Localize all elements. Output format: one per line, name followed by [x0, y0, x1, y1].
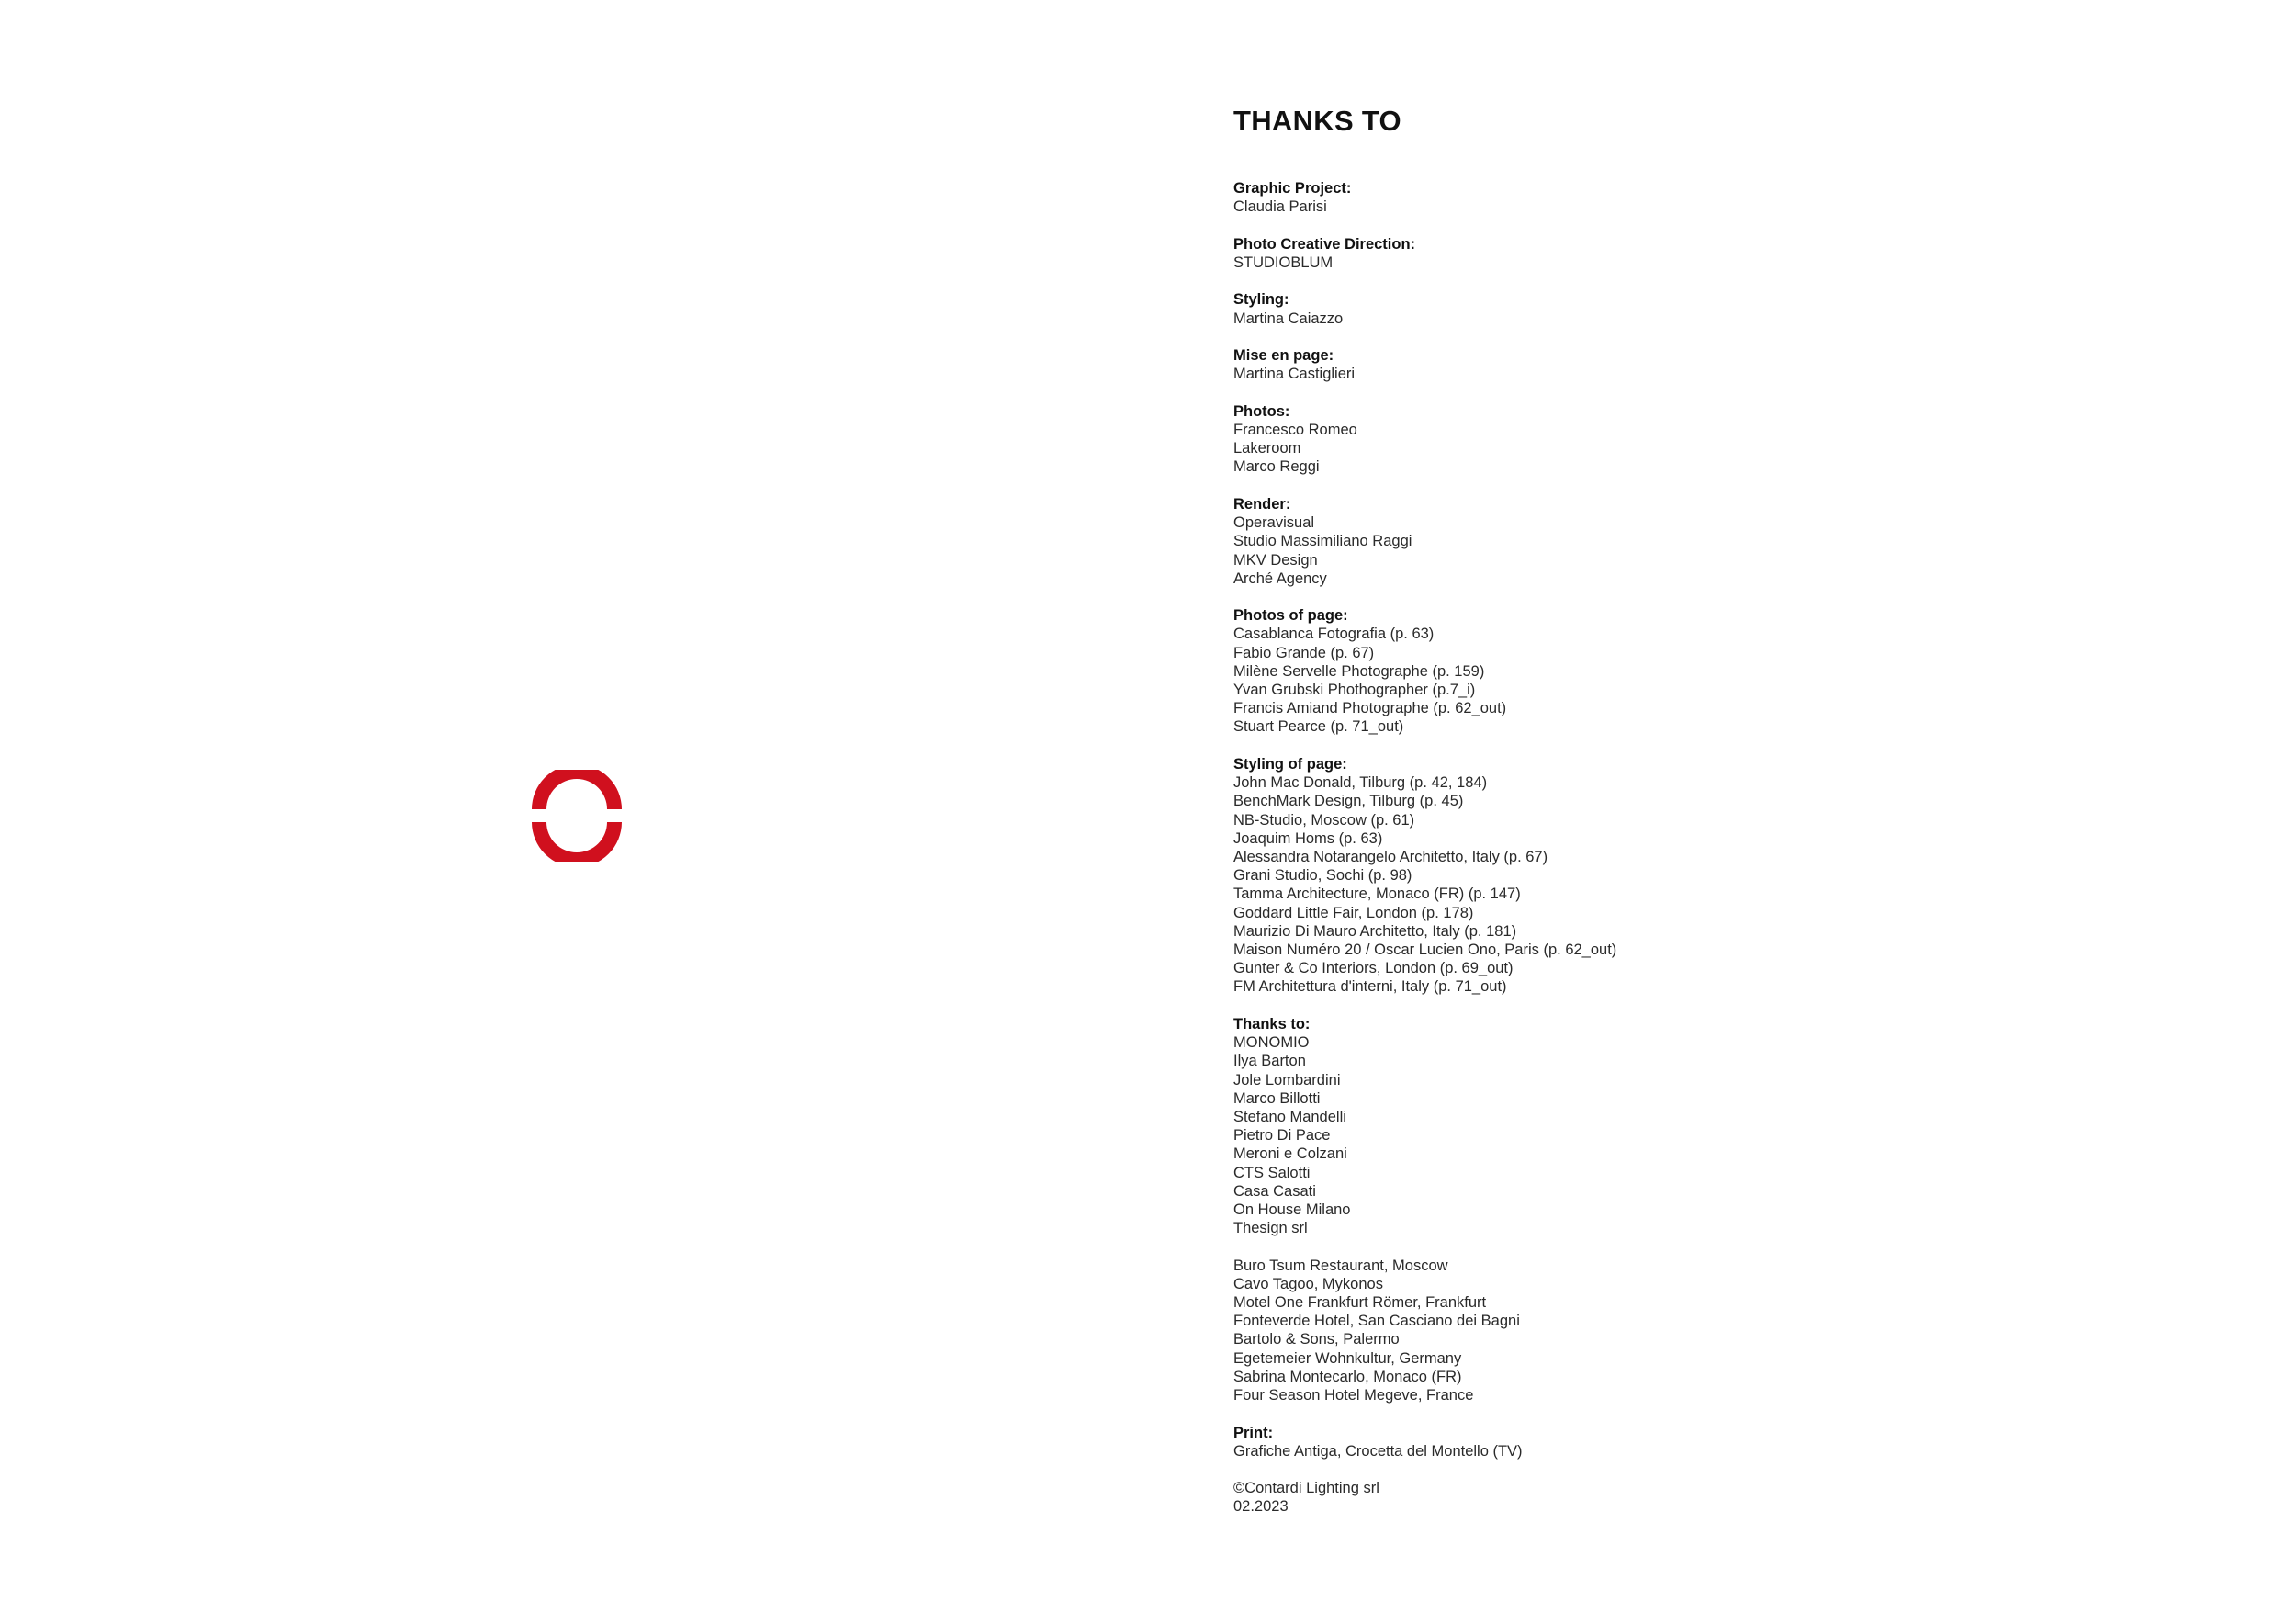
credit-line: Four Season Hotel Megeve, France [1233, 1387, 1474, 1404]
section-heading: Render: [1233, 495, 1291, 513]
credit-line: Martina Caiazzo [1233, 310, 1344, 327]
credit-section [1233, 402, 2152, 477]
credit-line: Fabio Grande (p. 67) [1233, 644, 1375, 661]
credit-line: ©Contardi Lighting srl [1233, 1480, 1379, 1497]
credit-line: FM Architettura d'interni, Italy (p. 71_out) [1233, 978, 1507, 996]
logo-top-arc [532, 770, 622, 809]
credit-line: Lakeroom [1233, 440, 1301, 457]
credit-line: Francis Amiand Photographe (p. 62_out) [1233, 700, 1507, 717]
credit-line: Tamma Architecture, Monaco (FR) (p. 147) [1233, 885, 1521, 903]
credit-line: Fonteverde Hotel, San Casciano dei Bagni [1233, 1313, 1520, 1330]
credit-line: Casa Casati [1233, 1182, 1316, 1200]
credit-line: Arché Agency [1233, 570, 1327, 587]
credit-line: Marco Billotti [1233, 1089, 1321, 1107]
section-heading: Photo Creative Direction: [1233, 235, 1416, 253]
credit-line: 02.2023 [1233, 1498, 1289, 1516]
credit-line: MONOMIO [1233, 1034, 1310, 1052]
credit-section [1233, 606, 2152, 736]
credit-line: Pietro Di Pace [1233, 1127, 1331, 1145]
credit-line: Grafiche Antiga, Crocetta del Montello (TV) [1233, 1442, 1523, 1460]
section-heading: Graphic Project: [1233, 180, 1352, 197]
credit-section [1233, 179, 2152, 216]
credit-line: Maurizio Di Mauro Architetto, Italy (p. 181) [1233, 922, 1517, 940]
section-heading: Print: [1233, 1424, 1274, 1441]
credit-line: Stefano Mandelli [1233, 1108, 1346, 1125]
credit-line: BenchMark Design, Tilburg (p. 45) [1233, 793, 1464, 810]
page-title: THANKS TO [1233, 105, 1401, 137]
credit-section [1233, 290, 2152, 327]
credit-line: Yvan Grubski Phothographer (p.7_i) [1233, 682, 1476, 699]
credit-line: Operavisual [1233, 514, 1315, 532]
credit-line: Thesign srl [1233, 1220, 1308, 1237]
credit-line: Motel One Frankfurt Römer, Frankfurt [1233, 1294, 1487, 1312]
credit-section [1233, 346, 2152, 383]
credit-line: John Mac Donald, Tilburg (p. 42, 184) [1233, 774, 1488, 792]
credit-line: Jole Lombardini [1233, 1071, 1341, 1088]
credit-line: Bartolo & Sons, Palermo [1233, 1331, 1400, 1348]
credit-section [1233, 755, 2152, 997]
credit-line: Studio Massimiliano Raggi [1233, 533, 1412, 550]
credit-line: Maison Numéro 20 / Oscar Lucien Ono, Paris (p. 62_out) [1233, 941, 1617, 958]
credit-line: Joaquim Homs (p. 63) [1233, 829, 1383, 847]
ring-logo-icon [531, 770, 623, 862]
logo-bottom-arc [532, 822, 622, 862]
section-heading: Photos of page: [1233, 607, 1348, 625]
credit-line: Claudia Parisi [1233, 198, 1327, 216]
credit-line: Goddard Little Fair, London (p. 178) [1233, 904, 1474, 921]
credit-line: Ilya Barton [1233, 1053, 1306, 1070]
credit-line: Cavo Tagoo, Mykonos [1233, 1275, 1383, 1292]
credit-line: MKV Design [1233, 551, 1318, 569]
credit-line: Martina Castiglieri [1233, 366, 1356, 383]
credit-section [1233, 1479, 2152, 1516]
credit-line: Sabrina Montecarlo, Monaco (FR) [1233, 1368, 1462, 1385]
credit-section [1233, 235, 2152, 272]
credit-line: Marco Reggi [1233, 458, 1320, 476]
section-heading: Thanks to: [1233, 1015, 1311, 1032]
credit-line: Casablanca Fotografia (p. 63) [1233, 626, 1435, 643]
brand-logo [531, 770, 623, 862]
credit-section [1233, 1015, 2152, 1237]
credits-column [1233, 103, 2152, 1517]
credits-sections [1233, 179, 2152, 1517]
credit-line: Buro Tsum Restaurant, Moscow [1233, 1257, 1448, 1274]
credit-section [1233, 495, 2152, 588]
credit-line: Francesco Romeo [1233, 422, 1357, 439]
credit-line: Egetemeier Wohnkultur, Germany [1233, 1349, 1462, 1367]
section-heading: Mise en page: [1233, 347, 1334, 365]
credit-line: CTS Salotti [1233, 1164, 1311, 1181]
credit-line: Gunter & Co Interiors, London (p. 69_out) [1233, 960, 1514, 977]
credit-line: STUDIOBLUM [1233, 254, 1334, 271]
section-heading: Styling of page: [1233, 755, 1347, 773]
credit-line: On House Milano [1233, 1201, 1351, 1218]
credit-line: Alessandra Notarangelo Architetto, Italy (p. 67) [1233, 848, 1548, 865]
section-heading: Styling: [1233, 291, 1289, 309]
credit-line: Meroni e Colzani [1233, 1145, 1347, 1163]
credit-section [1233, 1257, 2152, 1405]
credit-line: Stuart Pearce (p. 71_out) [1233, 718, 1404, 736]
credit-section [1233, 1424, 2152, 1460]
credit-line: Milène Servelle Photographe (p. 159) [1233, 662, 1485, 680]
credit-line: NB-Studio, Moscow (p. 61) [1233, 811, 1415, 829]
section-heading: Photos: [1233, 402, 1290, 420]
credit-line: Grani Studio, Sochi (p. 98) [1233, 867, 1412, 885]
